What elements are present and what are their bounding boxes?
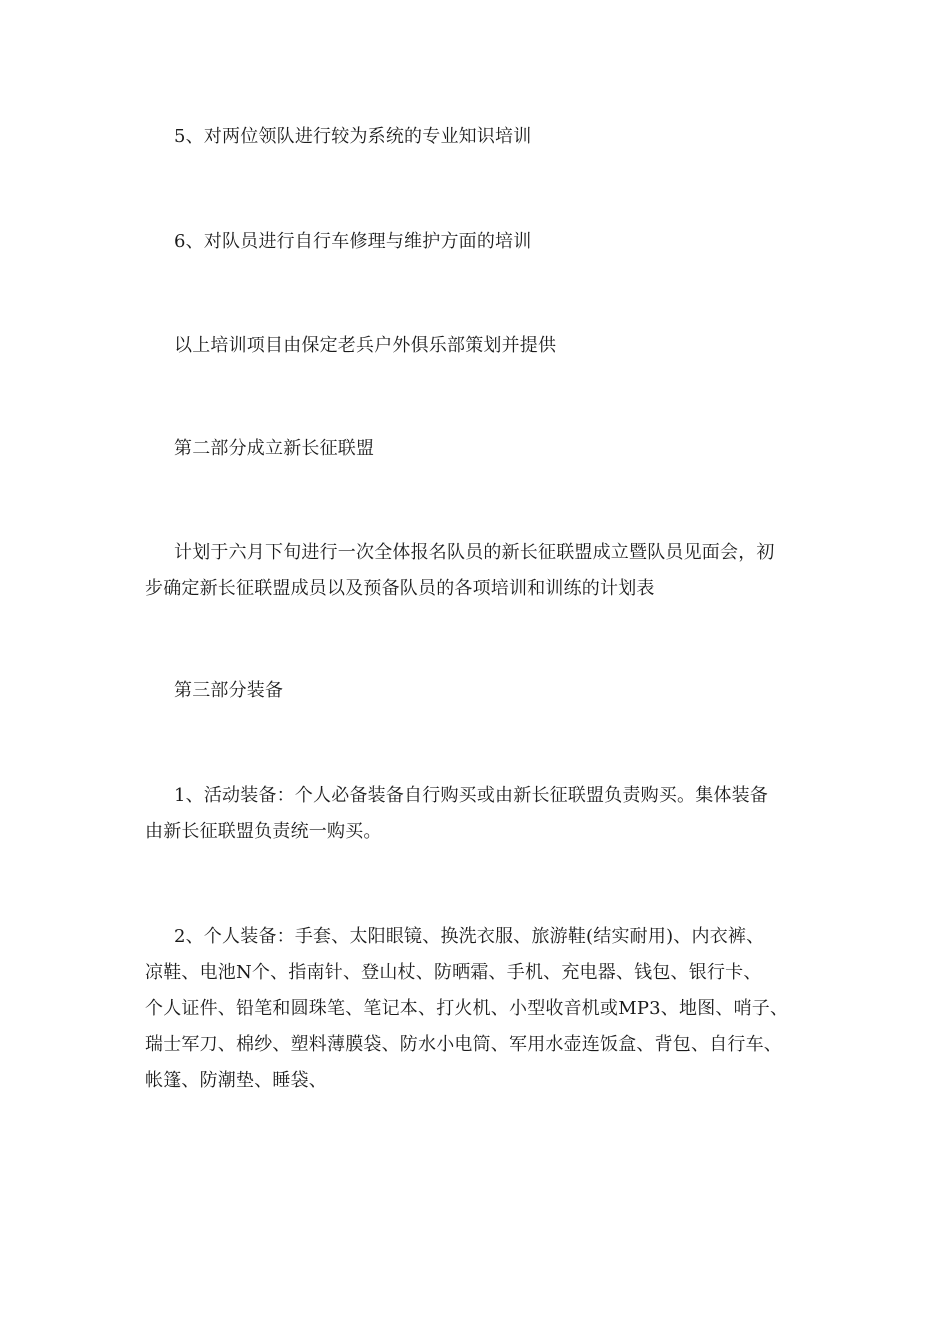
paragraph-training-item-6 [145,224,815,260]
paragraph-personal-equipment [145,919,815,1099]
text-line: 第三部分装备 [174,680,284,701]
text-line: 步确定新长征联盟成员以及预备队员的各项培训和训练的计划表 [145,578,655,599]
text-line: 6、对队员进行自行车修理与维护方面的培训 [174,231,532,252]
text-line: 瑞士军刀、棉纱、塑料薄膜袋、防水小电筒、军用水壶连饭盒、背包、自行车、 [145,1034,782,1055]
section-heading-part-three [145,673,815,709]
paragraph-training-provider [145,328,815,364]
section-heading-part-two [145,431,815,467]
text-line: 计划于六月下旬进行一次全体报名队员的新长征联盟成立暨队员见面会，初 [174,542,775,563]
text-line: 由新长征联盟负责统一购买。 [145,821,382,842]
paragraph-activity-equipment [145,778,815,850]
text-line: 个人证件、铅笔和圆珠笔、笔记本、打火机、小型收音机或MP3、地图、哨子、 [145,998,789,1019]
text-line: 2、个人装备：手套、太阳眼镜、换洗衣服、旅游鞋(结实耐用)、内衣裤、 [174,926,765,947]
text-line: 帐篷、防潮垫、睡袋、 [145,1070,327,1091]
text-line: 以上培训项目由保定老兵户外俱乐部策划并提供 [174,335,557,356]
text-line: 凉鞋、电池N个、指南针、登山杖、防晒霜、手机、充电器、钱包、银行卡、 [145,962,762,983]
text-line: 5、对两位领队进行较为系统的专业知识培训 [174,126,532,147]
paragraph-training-item-5 [145,119,815,155]
paragraph-alliance-plan [145,535,815,607]
text-line: 1、活动装备：个人必备装备自行购买或由新长征联盟负责购买。集体装备 [174,785,769,806]
text-line: 第二部分成立新长征联盟 [174,438,375,459]
